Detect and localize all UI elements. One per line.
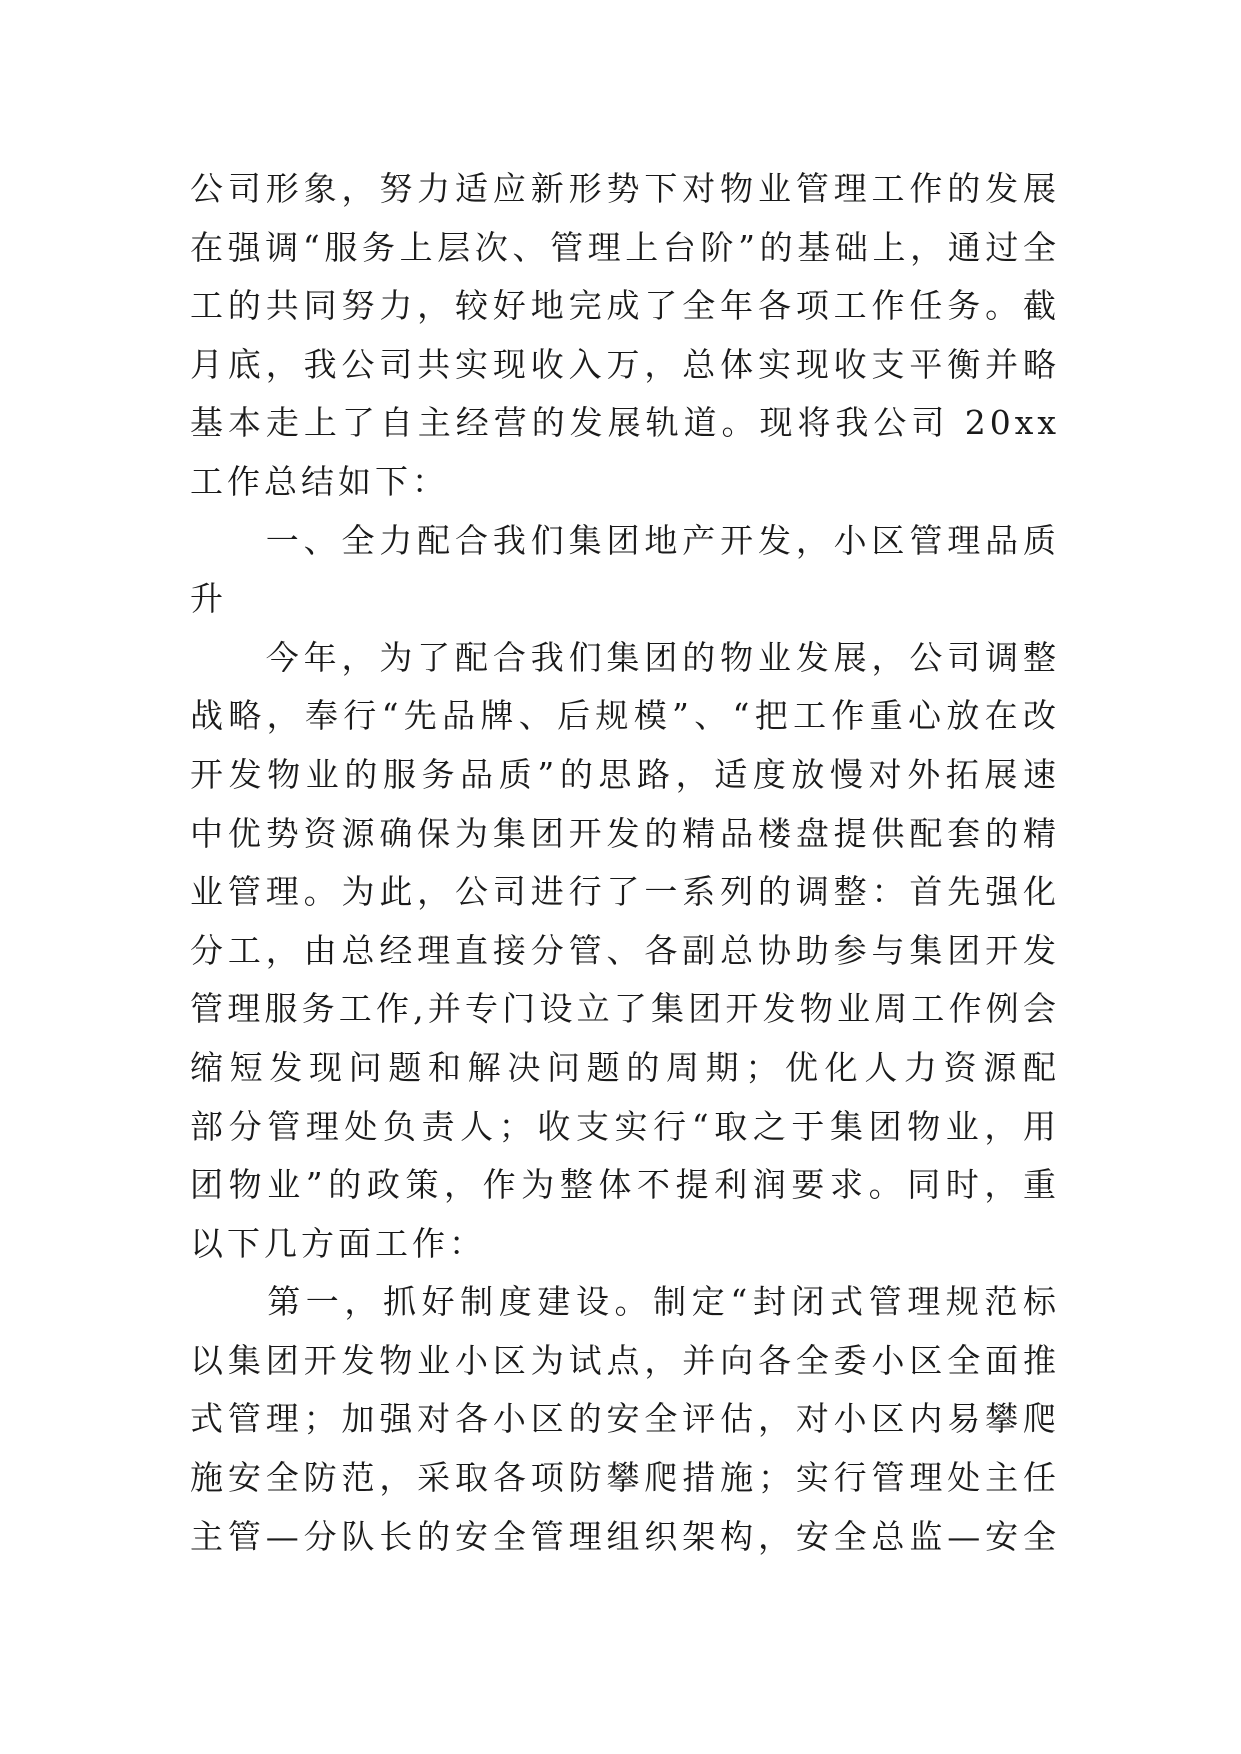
text-line: 开发物业的服务品质”的思路，适度放慢对外拓展速 [190,754,1060,794]
text-line: 工作总结如下： [190,461,449,501]
text-line: 战略，奉行“先品牌、后规模”、“把工作重心放在改 [190,696,1060,736]
text-line: 式管理；加强对各小区的安全评估，对小区内易攀爬 [190,1399,1060,1439]
text-line: 在强调“服务上层次、管理上台阶”的基础上，通过全 [190,227,1060,267]
text-line: 以集团开发物业小区为试点，并向各全委小区全面推 [190,1340,1060,1380]
text-line: 一、全力配合我们集团地产开发，小区管理品质 [265,520,1060,560]
text-line: 中优势资源确保为集团开发的精品楼盘提供配套的精 [190,813,1060,853]
text-line: 施安全防范，采取各项防攀爬措施；实行管理处主任 [190,1458,1060,1498]
text-line: 主管—分队长的安全管理组织架构，安全总监—安全 [190,1516,1060,1556]
text-line: 第一，抓好制度建设。制定“封闭式管理规范标 [267,1282,1060,1322]
text-line: 部分管理处负责人；收支实行“取之于集团物业，用 [190,1106,1060,1146]
text-line: 团物业”的政策，作为整体不提利润要求。同时，重 [190,1165,1060,1205]
document-body [190,160,1060,1566]
text-line: 今年，为了配合我们集团的物业发展，公司调整 [265,637,1060,677]
text-line: 月底，我公司共实现收入万，总体实现收支平衡并略 [190,344,1060,384]
text-line: 缩短发现问题和解决问题的周期；优化人力资源配 [190,1047,1060,1087]
text-line: 工的共同努力，较好地完成了全年各项工作任务。截 [190,286,1060,326]
text-line: 升 [190,579,227,619]
text-line: 分工，由总经理直接分管、各副总协助参与集团开发 [190,930,1060,970]
text-line: 公司形象，努力适应新形势下对物业管理工作的发展 [190,169,1060,208]
text-line: 管理服务工作,并专门设立了集团开发物业周工作例会 [190,989,1060,1029]
text-line: 业管理。为此，公司进行了一系列的调整：首先强化 [190,872,1060,912]
text-line: 基本走上了自主经营的发展轨道。现将我公司 20xx [190,403,1060,443]
text-line: 以下几方面工作： [190,1223,486,1263]
